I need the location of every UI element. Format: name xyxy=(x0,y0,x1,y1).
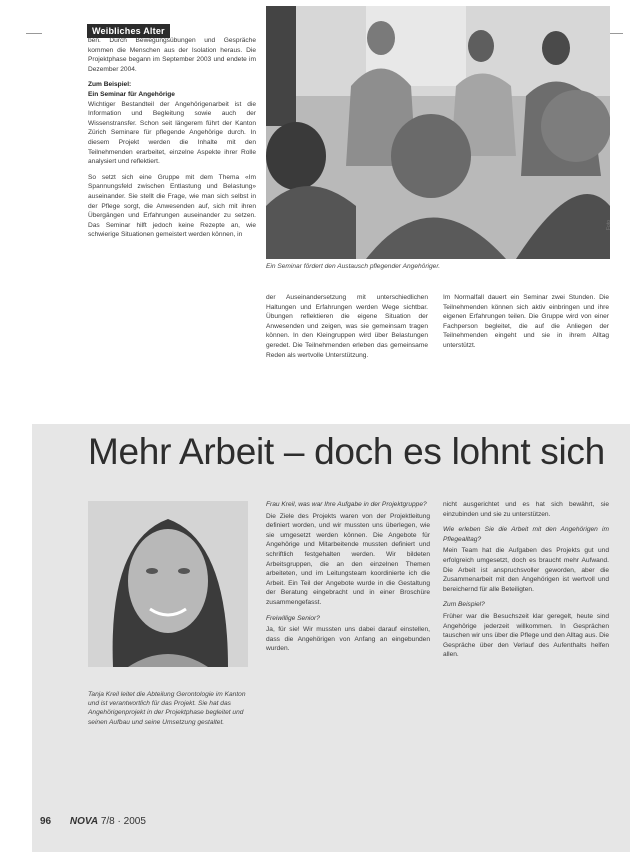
interview-answer-1: Die Ziele des Projekts waren von der Projektleitung definiert worden, und wir mussten uns überlegen, wie sie umgesetzt werden können. Die Angebote für Angehörige und Mitarbeitende mussten definiert und schriftlich festgehalten werden. Wir bildeten Arbeitsgruppen, die an den einzelnen Themen arbeiteten, und im Leitungsteam koordinierte ich die Arbeit. Ein Teil der Angebote wurde in die Gestaltung der Beratung eingebracht und in einer Broschüre zusammengefasst. xyxy=(266,512,430,606)
interview-answer-3: Mein Team hat die Aufgaben des Projekts gut und erfolgreich umgesetzt, doch es braucht mehr Aufwand. Die Arbeit ist anspruchsvoller geworden, aber die Zusammenarbeit mit den Angehörigen ist wertvoll und bereichernd für alle Beteiligten. xyxy=(443,547,609,593)
column-3 xyxy=(266,293,428,366)
column-1-paragraph-1: ben. Durch Bewegungsübungen und Gespräche kommen die Menschen aus der Isolation heraus. Die Projektphase begann im September 2003 und endete im Dezember 2004. xyxy=(88,37,256,73)
interview-question-2: Freiwillige Senior? xyxy=(266,614,320,622)
column-1-paragraph-3: So setzt sich eine Gruppe mit dem Thema «Im Spannungsfeld zwischen Entlastung und Belastung» auseinander. Sie stellt die Frage, wie man sich selbst in der Pflege sorgt, die Anwesenden auf, sich mit ihren Übergängen und Erfahrungen auseinander zu setzen. Das Seminar hilft jedoch keine Rezepte an, wie schwierige Situationen gemeistert werden können, in xyxy=(88,173,256,239)
column-4 xyxy=(443,293,609,357)
section-tag: Weibliches Alter xyxy=(87,24,170,38)
page-footer xyxy=(40,816,146,827)
interview-answer-4: Früher war die Besuchszeit klar geregelt, heute sind Angehörige jederzeit willkommen. In Gesprächen tauschen wir uns über die Pflege und den Alltag aus. Die Gespräche über den Verlauf des Aufenthalts helfen allen. xyxy=(443,612,609,659)
magazine-name: NOVA xyxy=(69,816,99,827)
interview-answer-0: nicht ausgerichtet und es hat sich bewährt, sie einzubinden und sie zu unterstützen. xyxy=(443,501,609,518)
portrait-photo-image xyxy=(88,501,248,667)
interview-answer-2: Ja, für sie! Wir mussten uns dabei darauf einstellen, dass die Angehörigen von Anfang an eingebunden wurden. xyxy=(266,626,430,653)
interview-column-1 xyxy=(266,500,430,660)
interview-question-1: Frau Kreil, was war Ihre Aufgabe in der Projektgruppe? xyxy=(266,501,427,508)
issue-number: 7/8 · 2005 xyxy=(100,816,146,827)
portrait-caption: Tanja Kreil leitet die Abteilung Gerontologie im Kanton und ist verantwortlich für das Projekt. Sie hat das Angehörigenprojekt in der Projektphase begleitet und seinen Aufbau und seine Umsetzung gestaltet. xyxy=(88,691,246,726)
interview-question-3: Wie erleben Sie die Arbeit mit den Angehörigen im Pflegealltag? xyxy=(443,526,609,543)
seminar-photo-image xyxy=(266,6,610,259)
column-4-paragraph-1: Im Normalfall dauert ein Seminar zwei Stunden. Die Teilnehmenden können sich aktiv einbringen und ihre eigenen Erfahrungen teilen. Die Gruppe wird von einer Fachperson begleitet, die auf die Anliegen der Teilnehmenden eingeht und sie in ihrem Alltag unterstützt. xyxy=(443,294,609,349)
column-1-heading-2: Ein Seminar für Angehörige xyxy=(88,90,175,98)
seminar-photo xyxy=(266,6,610,259)
interview-question-4: Zum Beispiel? xyxy=(443,601,485,609)
column-1-paragraph-2: Wichtiger Bestandteil der Angehörigenarbeit ist die Information und Begleitung sowie auch der Wissenstransfer. Schon seit längerem führt der Kanton Zürich Seminare für pflegende Angehörige durch. In diesem Projekt werden die Inhalte mit den Teilnehmenden erarbeitet, einzelne Aspekte ihrer Rolle analysiert und reflektiert. xyxy=(88,100,256,166)
interview-headline: Mehr Arbeit – doch es lohnt sich xyxy=(88,431,605,472)
portrait-photo xyxy=(88,501,248,667)
page-number: 96 xyxy=(40,816,52,827)
column-1 xyxy=(88,36,256,246)
interview-column-2 xyxy=(443,500,609,666)
photo-credit: Foto xyxy=(606,219,612,230)
photo-caption: Ein Seminar fördert den Austausch pflegender Angehöriger. xyxy=(266,263,441,270)
column-1-heading-1: Zum Beispiel: xyxy=(88,81,132,89)
column-3-paragraph-1: der Auseinandersetzung mit unterschiedlichen Haltungen und Erfahrungen werden Wege sichtbar. Übungen reflektieren die eigene Situation der Anwesenden und zeigen, was sie gemeinsam tragen können. In den Kleingruppen wird über Belastungen geredet. Die Teilnehmenden erleben das gemeinsame Reden als wertvolle Unterstützung. xyxy=(266,294,428,359)
crop-mark-left xyxy=(26,33,42,34)
